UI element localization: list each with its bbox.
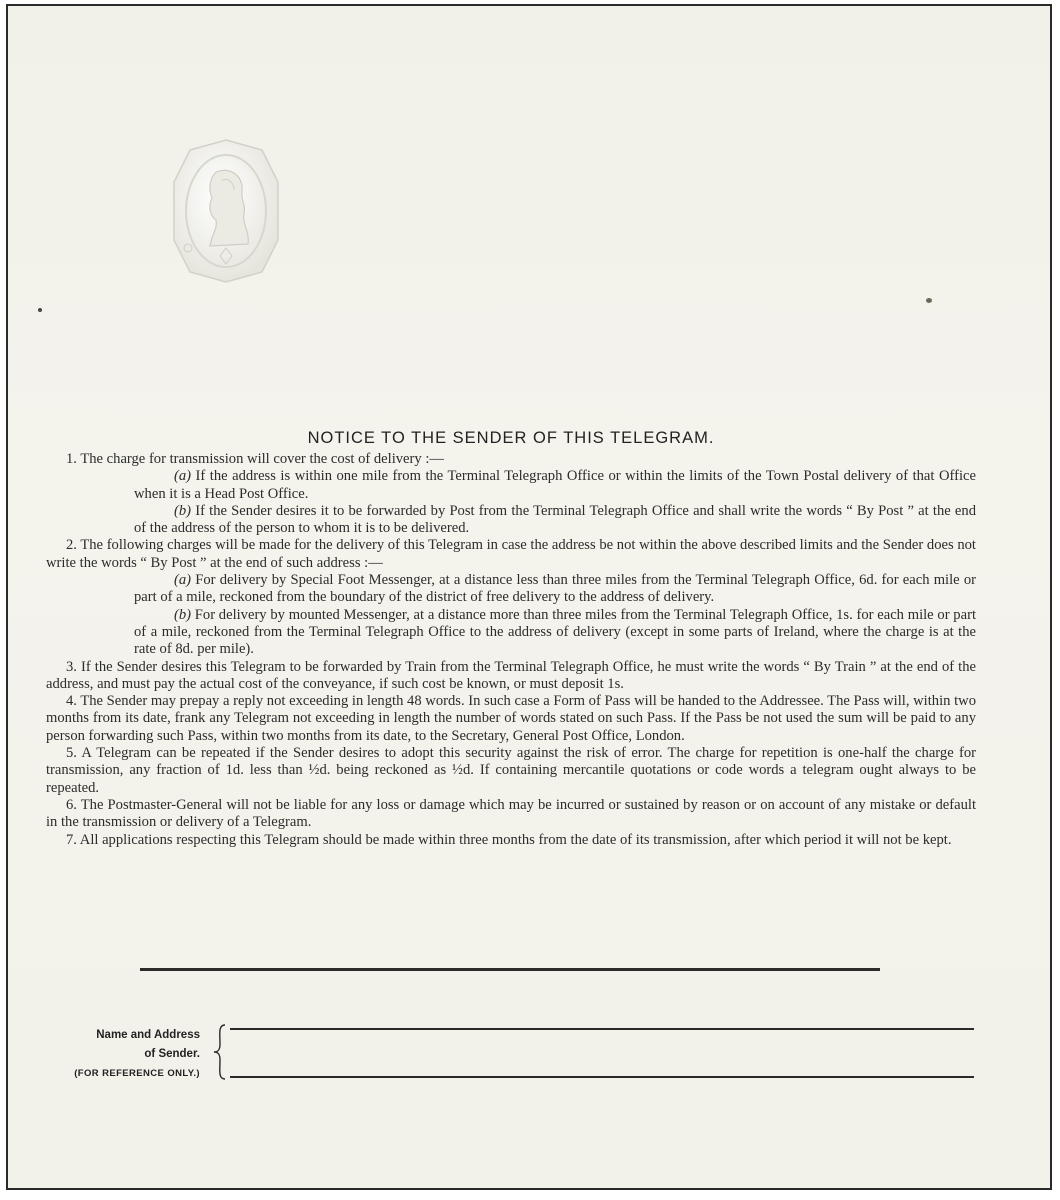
divider-rule <box>140 968 880 971</box>
notice-body <box>46 451 976 849</box>
notice-clause-4: 4. The Sender may prepay a reply not exceeding in length 48 words. In such case a Form of Pass will be handed to the Addressee. The Pass will, within two months from its date, frank any Telegram not exceeding in length the number of words stated on such Pass. If the Pass be not used the sum will be paid to any person forwarding such Pass, within two months from its date, to the Secretary, General Post Office, London. <box>46 693 976 744</box>
notice-clause-7: 7. All applications respecting this Telegram should be made within three months from the date of its transmission, after which period it will not be kept. <box>66 831 952 848</box>
brace-icon <box>212 1024 228 1080</box>
embossed-seal-icon <box>170 136 282 286</box>
notice-clause-2: 2. The following charges will be made for the delivery of this Telegram in case the address be not within the above described limits and the Sender does not write the words “ By Post ” at the end of such address :— <box>46 537 976 571</box>
notice-clause-6: 6. The Postmaster-General will not be liable for any loss or damage which may be incurred or sustained by reason or on account of any mistake or default in the transmission or delivery of a Telegram. <box>46 796 976 831</box>
notice-clause-1b: (b) If the Sender desires it to be forwarded by Post from the Terminal Telegraph Office and shall write the words “ By Post ” at the end of the address of the person to whom it is to be delivered. <box>134 502 976 537</box>
notice-clause-2a: (a) For delivery by Special Foot Messenger, at a distance less than three miles from the Terminal Telegraph Office, 6d. for each mile or part of a mile, reckoned from the boundary of the district of free delivery to the address of delivery. <box>134 572 976 606</box>
sender-label <box>32 1026 200 1083</box>
sender-name-line[interactable] <box>230 1028 974 1030</box>
sender-label-line3: (FOR REFERENCE ONLY.) <box>74 1068 200 1079</box>
notice-clause-1a: (a) If the address is within one mile from the Terminal Telegraph Office or within the limits of the Town Postal delivery of that Office when it is a Head Post Office. <box>134 468 976 502</box>
sender-address-line[interactable] <box>230 1076 974 1078</box>
notice-clause-2b: (b) For delivery by mounted Messenger, at a distance more than three miles from the Terminal Telegraph Office, 1s. for each mile or part of a mile, reckoned from the Terminal Telegraph Office to the address of delivery (except in some parts of Ireland, where the charge is at the rate of 8d. per mile). <box>134 606 976 658</box>
sender-label-line1: Name and Address <box>96 1029 200 1041</box>
notice-title: NOTICE TO THE SENDER OF THIS TELEGRAM. <box>307 429 715 447</box>
ink-speck <box>926 298 932 303</box>
notice-clause-3: 3. If the Sender desires this Telegram to be forwarded by Train from the Terminal Telegraph Office, he must write the words “ By Train ” at the end of the address, and must pay the actual cost of the conveyance, if such cost be known, or must deposit 1s. <box>46 658 976 692</box>
sender-label-line2: of Sender. <box>144 1048 200 1060</box>
telegram-form-sheet <box>6 4 1052 1190</box>
notice-clause-1: 1. The charge for transmission will cover the cost of delivery :— <box>66 451 444 467</box>
notice-clause-5: 5. A Telegram can be repeated if the Sender desires to adopt this security against the risk of error. The charge for repetition is one-half the charge for transmission, any fraction of 1d. less than ½d. being reckoned as ½d. If containing mercantile quotations or code words a telegram ought always to be repeated. <box>46 745 976 796</box>
ink-speck <box>38 308 42 312</box>
